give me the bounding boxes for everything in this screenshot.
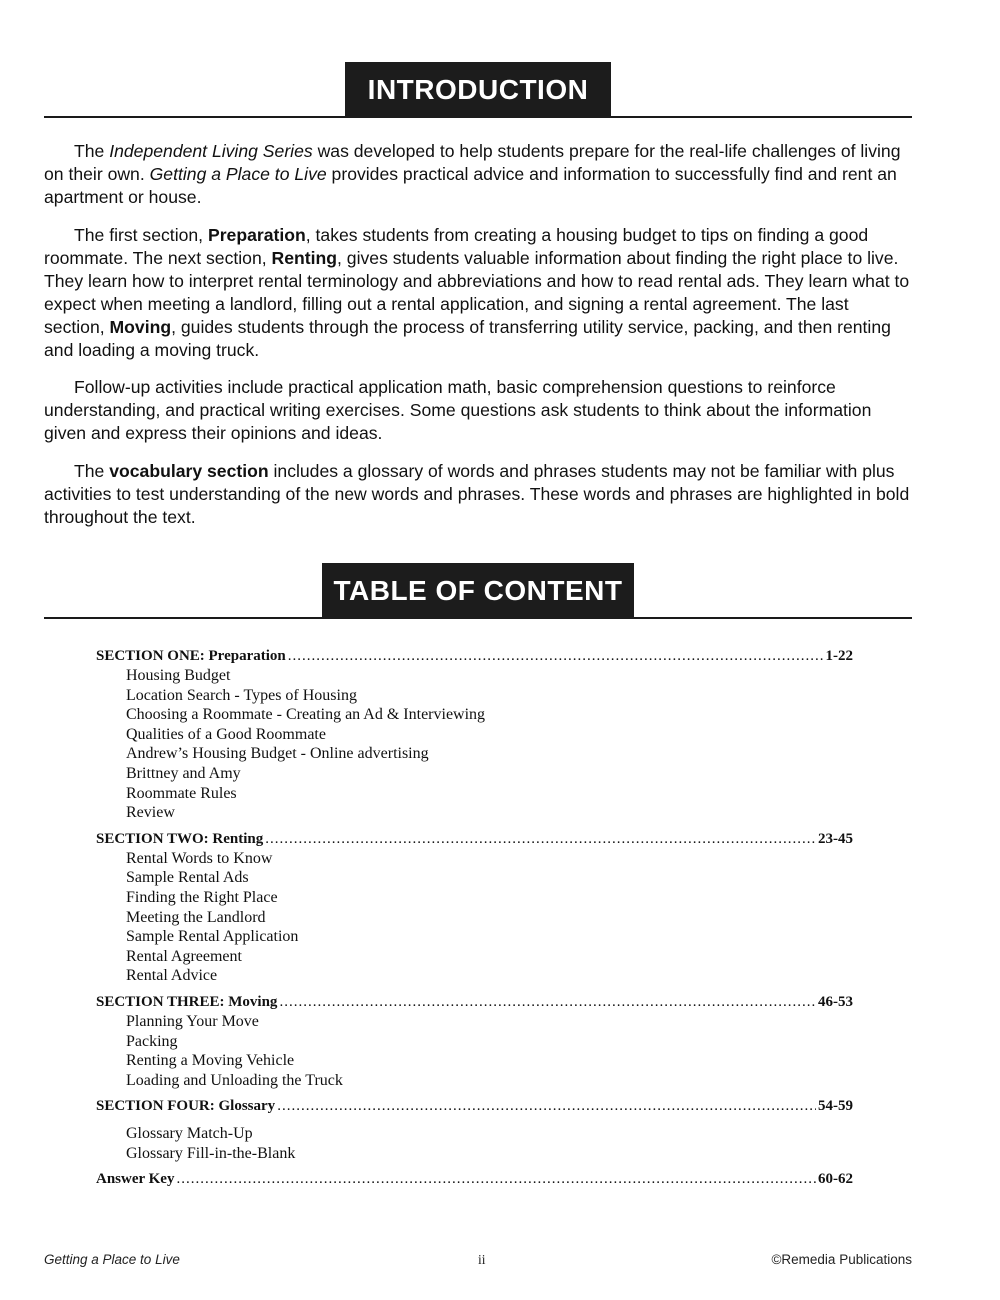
toc-entry-title: SECTION FOUR: Glossary bbox=[96, 1098, 276, 1115]
toc-subitem: Renting a Moving Vehicle bbox=[126, 1052, 295, 1070]
toc-subitem: Choosing a Roommate - Creating an Ad & Interviewing bbox=[126, 706, 486, 724]
toc-subitem: Rental Agreement bbox=[126, 947, 242, 965]
toc-dot-leader bbox=[265, 830, 816, 849]
table-of-contents bbox=[96, 647, 853, 1189]
toc-subitems bbox=[96, 1124, 853, 1163]
toc-dot-leader bbox=[279, 993, 816, 1012]
toc-subitem: Glossary Match-Up bbox=[126, 1125, 253, 1143]
toc-entry-pages: 46-53 bbox=[818, 993, 853, 1010]
toc-subitem: Finding the Right Place bbox=[126, 888, 278, 906]
toc-entry-pages: 1-22 bbox=[825, 648, 853, 664]
toc-entry-title: SECTION ONE: Preparation bbox=[96, 648, 286, 664]
toc-subitems bbox=[96, 849, 853, 986]
toc-section-four bbox=[96, 1097, 853, 1163]
toc-banner bbox=[44, 563, 912, 621]
intro-banner bbox=[44, 62, 912, 120]
intro-paragraph-4: The vocabulary section includes a glossary of words and phrases students may not be familiar with plus activities to test understanding of the new words and phrases. These words and phrases are highlighted in bold throughout the text. bbox=[44, 460, 910, 527]
toc-entry-title: SECTION TWO: Renting bbox=[96, 830, 264, 847]
toc-entry bbox=[96, 830, 853, 849]
toc-entry-pages: 23-45 bbox=[818, 830, 853, 847]
intro-paragraph-1: The Independent Living Series was developed to help students prepare for the real-life challenges of living on their own. Getting a Place to Live provides practical advice and information to successfully find and rent an apartment or house. bbox=[44, 141, 901, 207]
toc-entry-pages: 60-62 bbox=[818, 1171, 853, 1188]
toc-subitem: Location Search - Types of Housing bbox=[126, 686, 357, 704]
toc-answer-key bbox=[96, 1170, 853, 1189]
toc-subitem: Qualities of a Good Roommate bbox=[126, 725, 326, 743]
intro-paragraph-2: The first section, Preparation, takes students from creating a housing budget to tips on finding a good roommate. The next section, Renting, gives students valuable information about finding the right place to live. They learn how to interpret rental terminology and abbreviations and how to read rental ads. They learn what to expect when meeting a landlord, filling out a rental application, and signing a rental agreement. The last section, Moving, guides students through the process of transferring utility service, packing, and then renting and loading a moving truck. bbox=[44, 224, 910, 360]
footer-page-number: ii bbox=[478, 1252, 486, 1267]
toc-subitem: Glossary Fill-in-the-Blank bbox=[126, 1144, 296, 1162]
toc-subitem: Rental Words to Know bbox=[126, 849, 273, 867]
toc-dot-leader bbox=[176, 1170, 816, 1189]
intro-heading: INTRODUCTION bbox=[345, 62, 611, 118]
toc-subitems bbox=[96, 1012, 853, 1090]
toc-entry bbox=[96, 1097, 853, 1116]
toc-subitem: Loading and Unloading the Truck bbox=[126, 1071, 343, 1089]
toc-subitem: Housing Budget bbox=[126, 667, 231, 684]
toc-section-two bbox=[96, 830, 853, 986]
toc-section-one bbox=[96, 647, 853, 823]
toc-subitem: Sample Rental Application bbox=[126, 928, 299, 946]
toc-heading: TABLE OF CONTENT bbox=[322, 563, 634, 619]
toc-subitem: Rental Advice bbox=[126, 967, 218, 985]
toc-subitem: Review bbox=[126, 804, 175, 822]
footer-publisher: ©Remedia Publications bbox=[771, 1252, 912, 1267]
toc-entry bbox=[96, 647, 853, 666]
toc-subitems bbox=[96, 666, 853, 823]
toc-subitem: Meeting the Landlord bbox=[126, 908, 266, 926]
toc-entry bbox=[96, 1170, 853, 1189]
toc-subitem: Packing bbox=[126, 1032, 178, 1050]
toc-subitem: Sample Rental Ads bbox=[126, 869, 249, 887]
toc-entry-title: Answer Key bbox=[96, 1171, 175, 1188]
toc-entry-pages: 54-59 bbox=[818, 1098, 853, 1115]
toc-subitem: Planning Your Move bbox=[126, 1012, 259, 1030]
intro-paragraph-3: Follow-up activities include practical application math, basic comprehension questions to reinforce understanding, and practical writing exercises. Some questions ask students to think about the information given and express their opinions and ideas. bbox=[44, 377, 872, 443]
footer-book-title: Getting a Place to Live bbox=[44, 1252, 180, 1267]
toc-subitem: Brittney and Amy bbox=[126, 764, 241, 782]
toc-dot-leader bbox=[277, 1097, 816, 1116]
toc-dot-leader bbox=[288, 647, 824, 666]
toc-subitem: Andrew’s Housing Budget - Online advertising bbox=[126, 745, 429, 763]
toc-subitem: Roommate Rules bbox=[126, 784, 237, 802]
toc-section-three bbox=[96, 993, 853, 1090]
intro-body bbox=[44, 140, 914, 543]
toc-entry-title: SECTION THREE: Moving bbox=[96, 993, 278, 1010]
toc-entry bbox=[96, 993, 853, 1012]
